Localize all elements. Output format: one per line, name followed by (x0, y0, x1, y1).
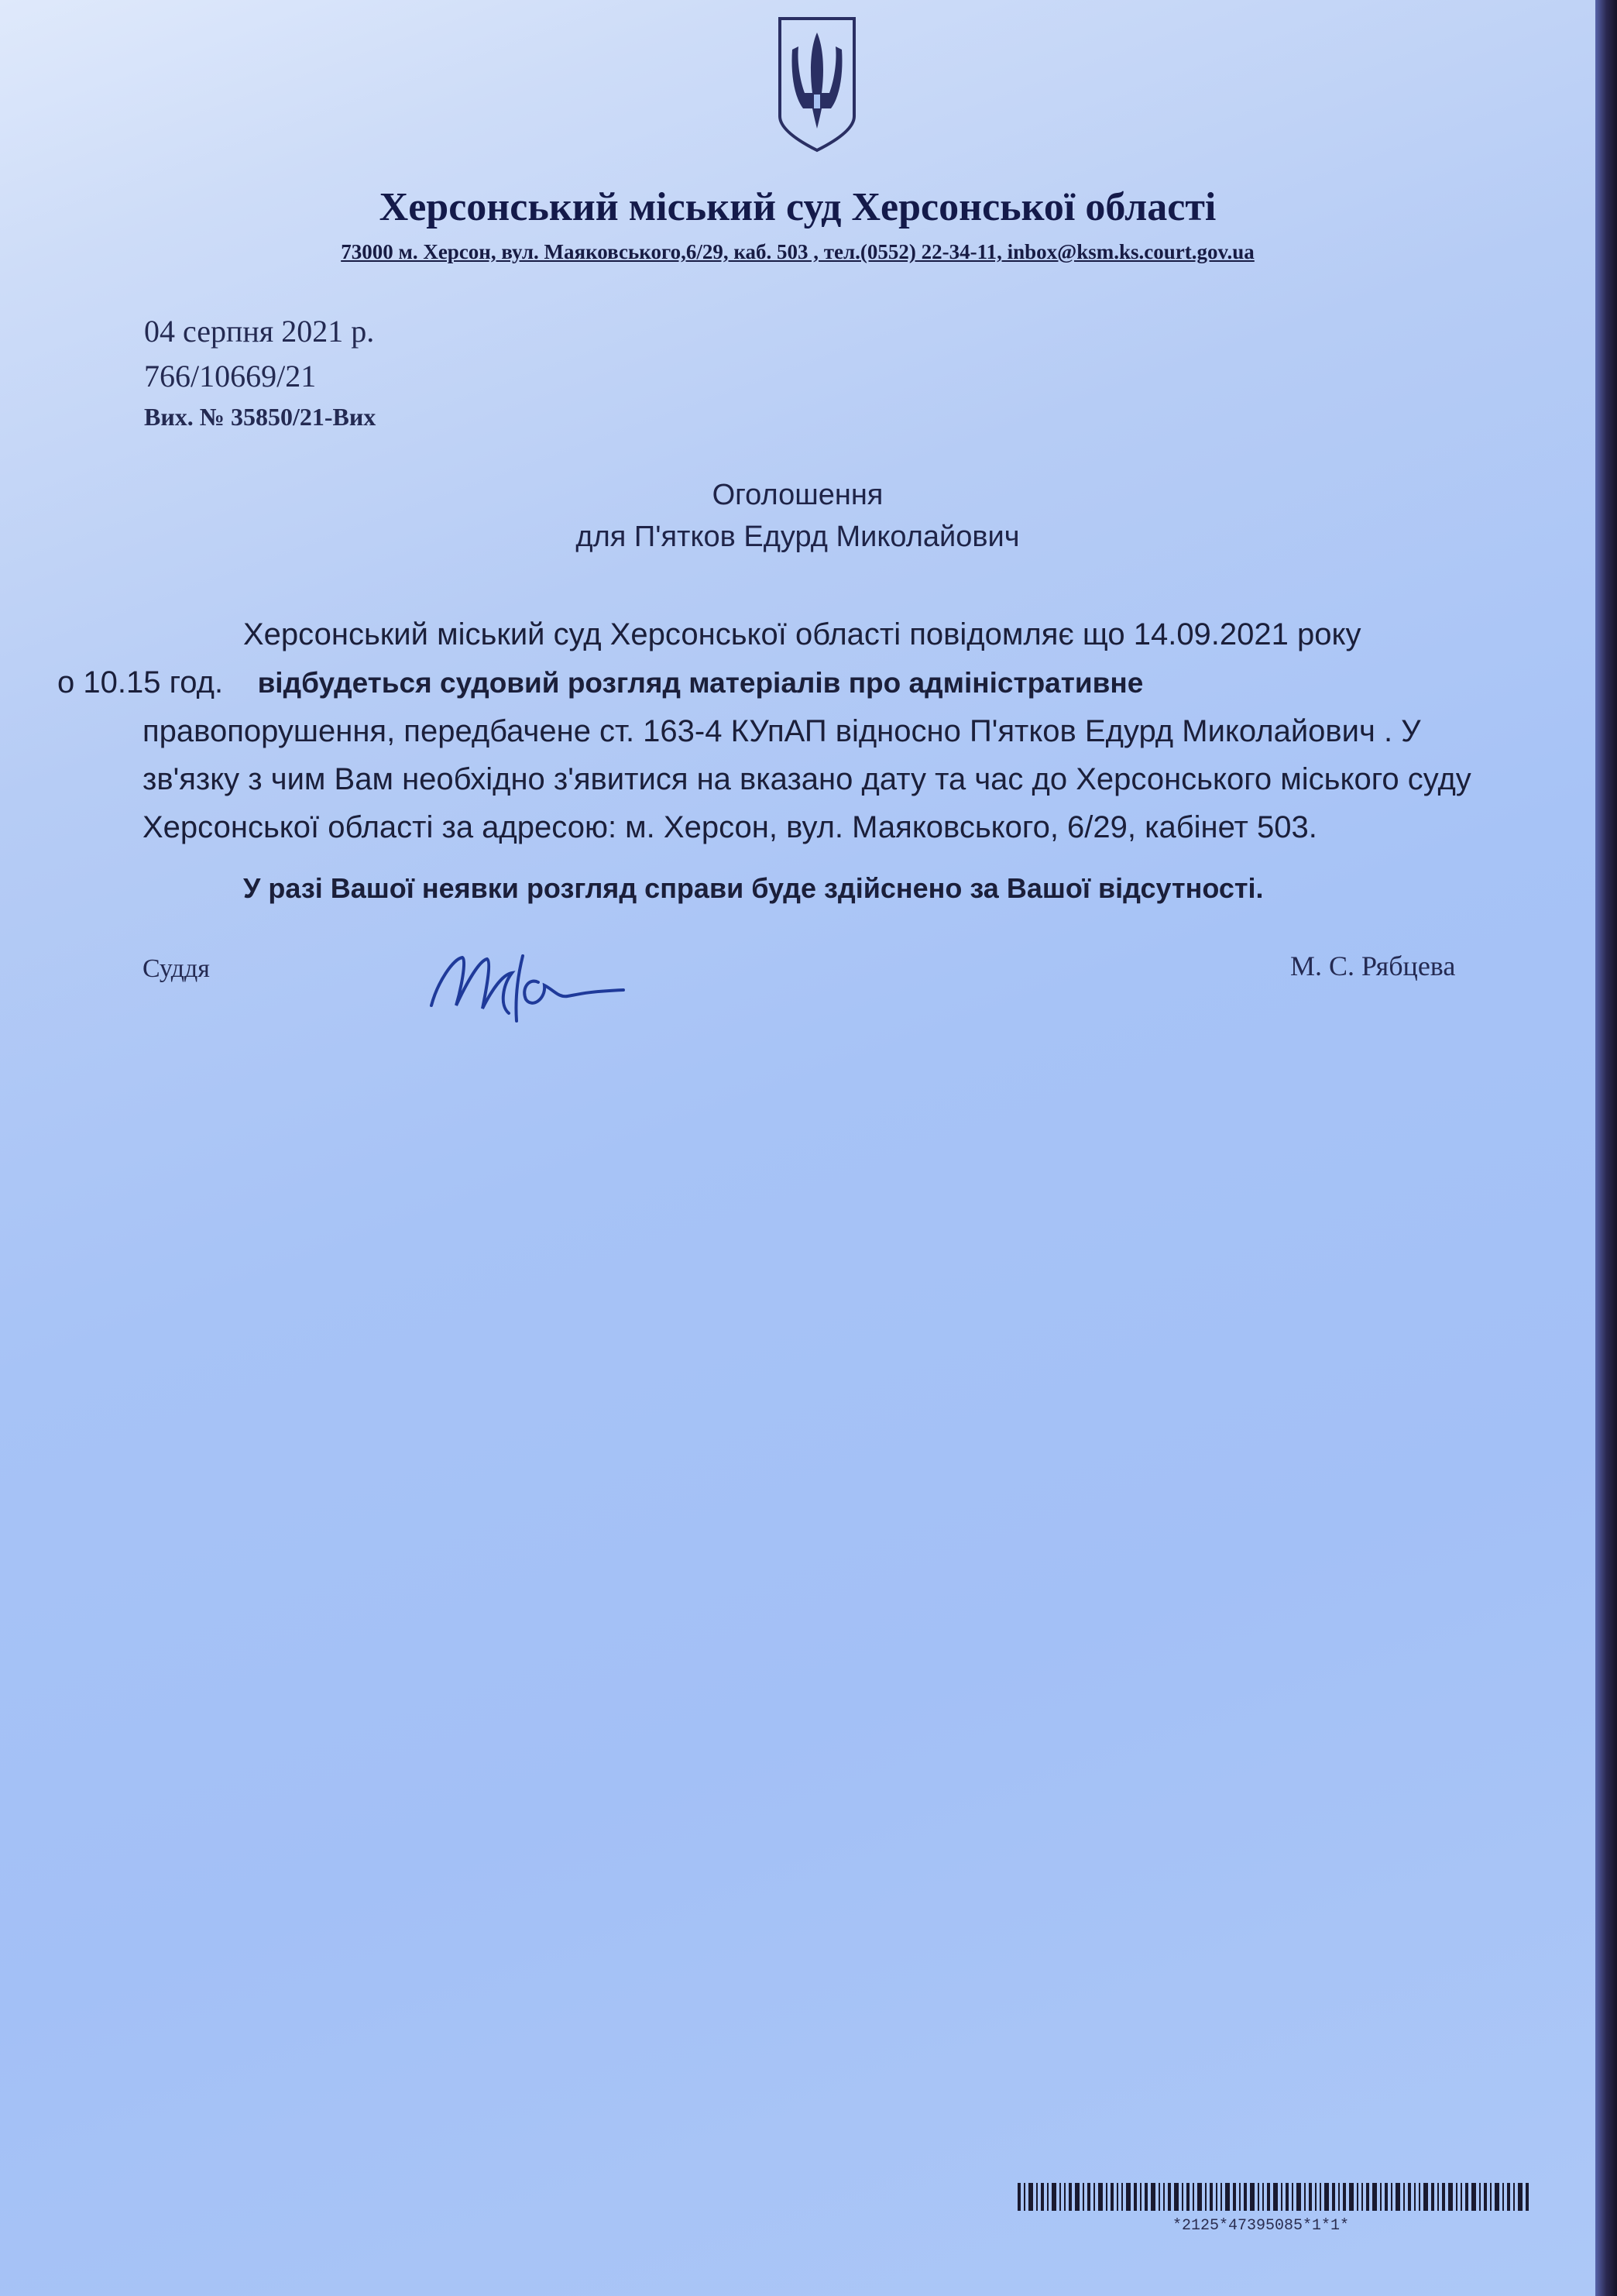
coat-of-arms-icon (777, 15, 857, 153)
judge-signature (422, 928, 654, 1029)
outgoing-number: Вих. № 35850/21-Вих (144, 403, 376, 431)
body-intro: Херсонський міський суд Херсонської області повідомляє що 14.09.2021 року (243, 617, 1361, 651)
document-barcode (1018, 2183, 1532, 2211)
case-number: 766/10669/21 (144, 359, 317, 394)
body-rest: правопорушення, передбачене ст. 163-4 КУпАП відносно П'ятков Едурд Миколайович . У зв'язку з чим Вам необхідно з'явитися на вказано дату та час до Херсонського міського суду Херсонської області за адресою: м. Херсон, вул. Маяковського, 6/29, кабінет 503. (142, 714, 1471, 844)
table-edge (1594, 0, 1617, 2296)
notice-body (57, 610, 1505, 851)
judge-role: Суддя (142, 954, 210, 983)
judge-name: М. С. Рябцева (1290, 950, 1456, 981)
barcode-number: *2125*47395085*1*1* (1172, 2217, 1350, 2235)
court-name: Херсонський міський суд Херсонської області (379, 185, 1217, 229)
absence-warning: У разі Вашої неявки розгляд справи буде здійснено за Вашої відсутності. (243, 872, 1264, 904)
hearing-text: відбудеться судовий розгляд матеріалів про адміністративне (257, 667, 1144, 699)
document-date: 04 серпня 2021 р. (144, 314, 375, 349)
court-address: 73000 м. Херсон, вул. Маяковського,6/29, каб. 503 , тел.(0552) 22-34-11, inbox@ksm.ks.court.gov.ua (341, 240, 1255, 263)
notice-recipient: для П'ятков Едурд Миколайович (575, 521, 1020, 553)
notice-title: Оголошення (712, 479, 884, 511)
hearing-time: о 10.15 год. (57, 665, 224, 699)
